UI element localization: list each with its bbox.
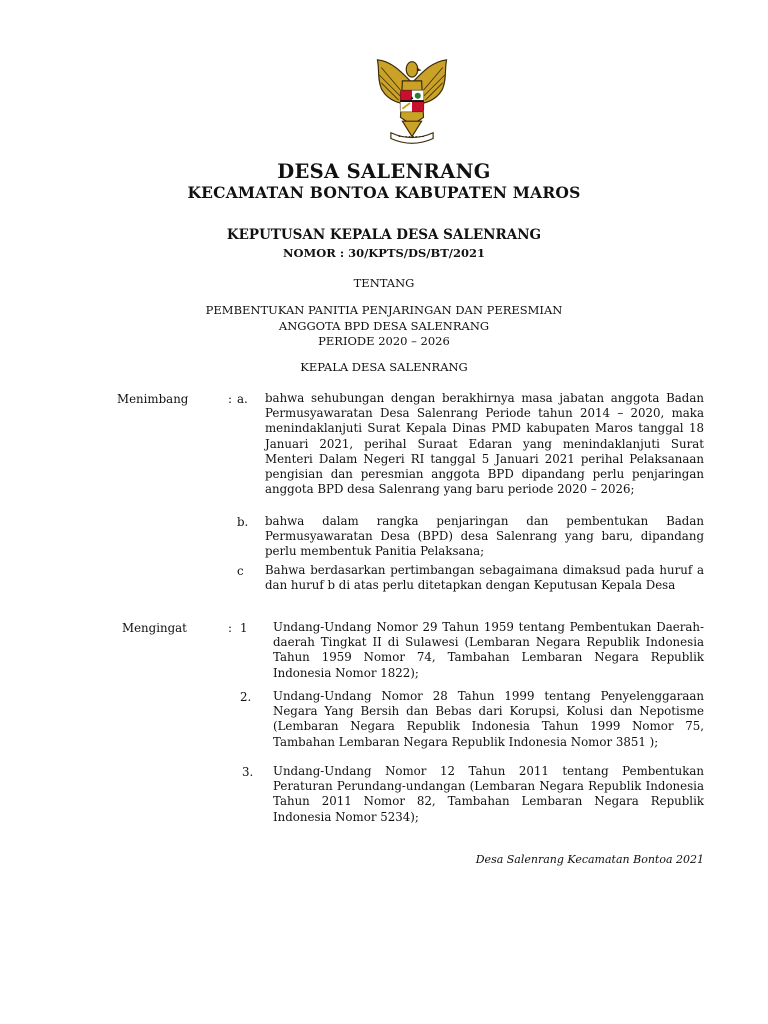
mengingat-item-text: Undang-Undang Nomor 29 Tahun 1959 tentang Pembentukan Daerah-daerah Tingkat II di Sulawesi (Lembaran Negara Republik Indonesia Tahun 1959 Nomor 74, Tambahan Lembaran Negara Republik Indonesia Nomor 1822); (273, 620, 704, 680)
mengingat-item-text: Undang-Undang Nomor 12 Tahun 2011 tentang Pembentukan Peraturan Perundang-undangan (Lembaran Negara Republik Indonesia Tahun 2011 Nomor 82, Tambahan Lembaran Negara Republik Indonesia Nomor 5234); (273, 764, 704, 824)
decree-issuer: KEPALA DESA SALENRANG (300, 360, 468, 374)
mengingat-item-marker: 1 (240, 621, 248, 635)
mengingat-item-text: Undang-Undang Nomor 28 Tahun 1999 tentang Penyelenggaraan Negara Yang Bersih dan Bebas dari Korupsi, Kolusi dan Nepotisme (Lembaran Negara Republik Indonesia Tahun 1999 Nomor 75, Tambahan Lembaran Negara Republik Indonesia Nomor 3851 ); (273, 689, 704, 749)
menimbang-item-text: bahwa sehubungan dengan berakhirnya masa jabatan anggota Badan Permusyawaratan Desa Salenrang Periode tahun 2014 – 2020, maka menindaklanjuti Surat Kepala Dinas PMD kabupaten Maros tanggal 18 Januari 2021, perihal Suraat Edaran yang menindaklanjuti Surat Menteri Dalam Negeri RI tanggal 5 Januari 2021 perihal Pelaksanaan pengisian dan peresmian anggota BPD dipandang perlu penjaringan anggota BPD desa Salenrang yang baru periode 2020 – 2026; (265, 391, 704, 497)
menimbang-item-marker: b. (237, 515, 249, 529)
mengingat-colon: : (228, 621, 232, 635)
menimbang-item-marker: a. (237, 392, 248, 406)
decree-subject-line: PERIODE 2020 – 2026 (318, 334, 450, 348)
mengingat-item-marker: 2. (240, 690, 252, 704)
menimbang-item-text: bahwa dalam rangka penjaringan dan pembentukan Badan Permusyawaratan Desa (BPD) desa Salenrang yang baru, dipandang perlu membentuk Panitia Pelaksana; (265, 514, 704, 559)
menimbang-colon: : (228, 392, 232, 406)
menimbang-item-text: Bahwa berdasarkan pertimbangan sebagaimana dimaksud pada huruf a dan huruf b di atas perlu ditetapkan dengan Keputusan Kepala Desa (265, 563, 704, 593)
mengingat-item-marker: 3. (242, 765, 254, 779)
decree-subject (0, 303, 768, 350)
decree-subject-line: ANGGOTA BPD DESA SALENRANG (278, 318, 490, 333)
decree-subject-line: PEMBENTUKAN PANITIA PENJARINGAN DAN PERESMIAN (205, 303, 563, 317)
menimbang-label: Menimbang (117, 392, 189, 406)
menimbang-item-marker: c (237, 564, 244, 578)
district-title: KECAMATAN BONTOA KABUPATEN MAROS (187, 183, 581, 202)
decree-number: NOMOR : 30/KPTS/DS/BT/2021 (283, 246, 485, 260)
garuda-pancasila-emblem-icon (364, 54, 460, 150)
page-footer: Desa Salenrang Kecamatan Bontoa 2021 (475, 853, 704, 866)
decree-title: KEPUTUSAN KEPALA DESA SALENRANG (226, 227, 542, 243)
mengingat-label: Mengingat (122, 621, 187, 635)
village-title: DESA SALENRANG (277, 160, 491, 183)
decree-about: TENTANG (353, 276, 415, 290)
